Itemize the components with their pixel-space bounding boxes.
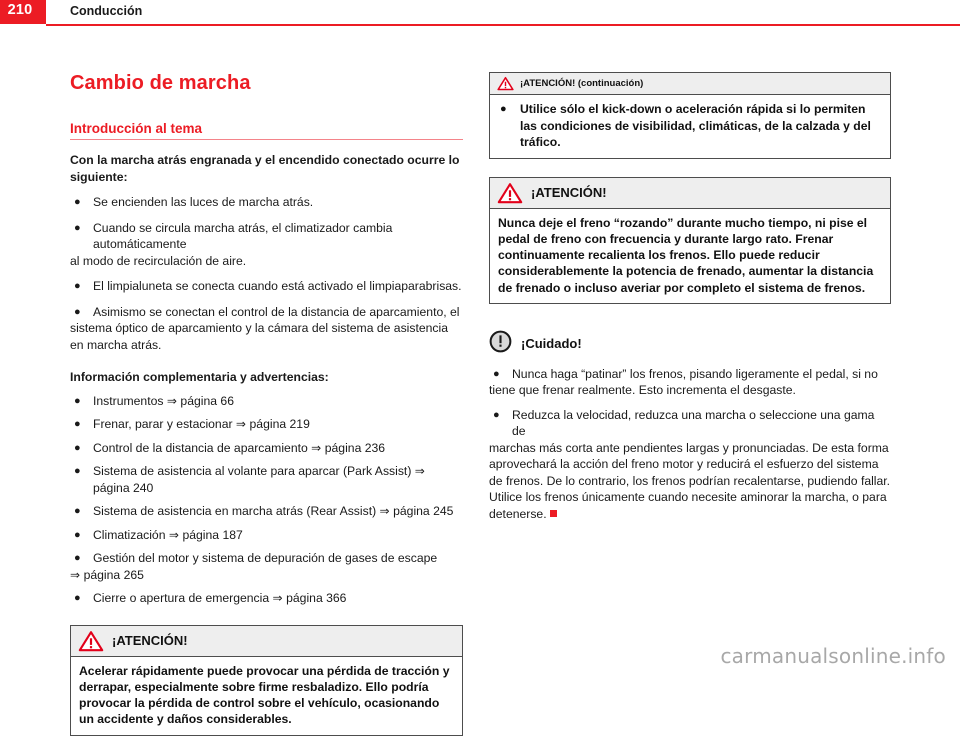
warning-box-body: Acelerar rápidamente puede provocar una pérdida de tracción y derrapar, especialmente sobre firme resbaladizo. Ello podría provocar la pérdida de control sobre el vehículo, ocasionando un accidente y daños considerables.	[79, 663, 450, 727]
warning-box-body	[490, 95, 890, 158]
list-item[interactable]	[70, 550, 463, 567]
bullet-dot-icon: ●	[74, 592, 81, 604]
list-item	[70, 194, 463, 211]
bullet-dot-icon: ●	[74, 221, 81, 234]
list-item-continuation-text: marchas más corta ante pendientes largas y pronunciadas. De esta forma aprovechará la acción del freno motor y reducirá el esfuerzo del sistema de frenos. De lo contrario, los frenos podrían recalentarse, pudiendo fallar. Utilice los frenos únicamente cuando necesite aminorar la marcha, o para detenerse.	[489, 440, 891, 521]
chapter-title: Conducción	[70, 4, 143, 18]
bullet-dot-icon: ●	[500, 103, 507, 115]
list-item[interactable]	[70, 416, 463, 433]
bullet-dot-icon: ●	[74, 552, 81, 564]
right-column	[489, 72, 891, 522]
list-item-continuation: tiene que frenar realmente. Esto incrementa el desgaste.	[489, 383, 796, 398]
list-item-label: Cuando se circula marcha atrás, el climatizador cambia automáticamente	[93, 220, 393, 251]
cross-reference-link[interactable]: Frenar, parar y estacionar ⇒ página 219	[93, 417, 310, 431]
list-item	[70, 278, 463, 295]
warning-box-header	[490, 73, 890, 95]
list-item	[70, 304, 463, 321]
list-item-label: Nunca haga “patinar” los frenos, pisando ligeramente el pedal, si no	[512, 366, 878, 381]
warning-box-acceleration	[70, 625, 463, 736]
list-item[interactable]	[70, 463, 463, 496]
list-item-continuation: al modo de recirculación de aire.	[70, 253, 247, 268]
cross-reference-link[interactable]: Control de la distancia de aparcamiento ⇒ página 236	[93, 440, 386, 455]
caution-title: ¡Cuidado!	[521, 336, 582, 352]
cross-reference-link[interactable]: Instrumentos ⇒ página 66	[93, 393, 234, 408]
warning-triangle-icon	[497, 76, 514, 91]
bullet-dot-icon: ●	[74, 394, 81, 407]
warning-box-brakes	[489, 177, 891, 304]
warning-box-header	[71, 626, 462, 657]
warning-triangle-icon	[497, 182, 523, 204]
list-item-continuation: sistema óptico de aparcamiento y la cámara del sistema de asistencia en marcha atrás.	[70, 321, 448, 352]
list-item-label: Asimismo se conectan el control de la distancia de aparcamiento, el	[93, 304, 460, 319]
left-column	[70, 72, 463, 736]
cross-reference-link[interactable]: Cierre o apertura de emergencia ⇒ página 366	[93, 591, 347, 605]
intro-paragraph: Con la marcha atrás engranada y el encendido conectado ocurre lo siguiente:	[70, 153, 460, 184]
bullet-dot-icon: ●	[493, 408, 500, 421]
bullet-dot-icon: ●	[74, 280, 81, 292]
list-item[interactable]	[70, 440, 463, 457]
page-header	[0, 0, 960, 26]
list-item-label: Utilice sólo el kick-down o aceleración rápida si lo permiten las condiciones de visibilidad, climáticas, de la calzada y del tráfico.	[520, 102, 871, 149]
list-item	[498, 101, 882, 151]
info-section-label: Información complementaria y advertencias:	[70, 370, 329, 384]
bullet-dot-icon: ●	[74, 418, 81, 430]
warning-triangle-icon	[78, 630, 104, 652]
list-item	[489, 407, 891, 440]
bullet-dot-icon: ●	[493, 367, 500, 380]
list-item-label: El limpialuneta se conecta cuando está activado el limpiaparabrisas.	[93, 279, 462, 293]
caution-circle-icon	[489, 330, 512, 358]
cross-reference-link[interactable]: Sistema de asistencia al volante para aparcar (Park Assist) ⇒ página 240	[93, 464, 425, 495]
cross-reference-continuation[interactable]: ⇒ página 265	[70, 567, 144, 582]
warning-box-title: ¡ATENCIÓN! (continuación)	[520, 78, 644, 89]
warning-box-header	[490, 178, 890, 209]
list-item[interactable]	[70, 503, 463, 520]
bullet-dot-icon: ●	[74, 505, 81, 517]
bullet-dot-icon: ●	[74, 305, 81, 318]
list-item-label: Reduzca la velocidad, reduzca una marcha o seleccione una gama de	[512, 407, 875, 439]
footer-watermark: carmanualsonline.info	[720, 644, 946, 668]
warning-box-body: Nunca deje el freno “rozando” durante mucho tiempo, ni pise el pedal de freno con frecuencia y durante largo rato. Frenar continuamente recalienta los frenos. Ello puede reducir considerablemente la potencia de frenado, aumentar la distancia de frenado o incluso averiar por completo el sistema de frenos.	[498, 215, 874, 295]
section-heading-intro: Introducción al tema	[70, 121, 463, 140]
list-item[interactable]	[70, 393, 463, 410]
end-of-section-marker	[550, 510, 557, 517]
page-title: Cambio de marcha	[70, 72, 251, 94]
header-divider	[46, 24, 960, 26]
bullet-dot-icon: ●	[74, 441, 81, 454]
bullet-dot-icon: ●	[74, 196, 81, 208]
caution-header	[489, 330, 891, 358]
list-item	[70, 220, 463, 253]
warning-box-continued	[489, 72, 891, 159]
list-item[interactable]	[70, 527, 463, 544]
list-item-continuation	[489, 440, 891, 523]
warning-box-title: ¡ATENCIÓN!	[531, 185, 607, 200]
cross-reference-link[interactable]: Gestión del motor y sistema de depuración de gases de escape	[93, 551, 438, 565]
list-item	[489, 366, 891, 383]
cross-reference-link[interactable]: Climatización ⇒ página 187	[93, 527, 243, 542]
caution-block	[489, 330, 891, 523]
list-item-label: Se encienden las luces de marcha atrás.	[93, 195, 314, 209]
cross-reference-link[interactable]: Sistema de asistencia en marcha atrás (Rear Assist) ⇒ página 245	[93, 504, 454, 518]
bullet-dot-icon: ●	[74, 528, 81, 541]
list-item[interactable]	[70, 590, 463, 607]
warning-box-title: ¡ATENCIÓN!	[112, 633, 188, 648]
bullet-dot-icon: ●	[74, 465, 81, 477]
page-number: 210	[7, 2, 33, 18]
page-number-block	[0, 0, 46, 24]
